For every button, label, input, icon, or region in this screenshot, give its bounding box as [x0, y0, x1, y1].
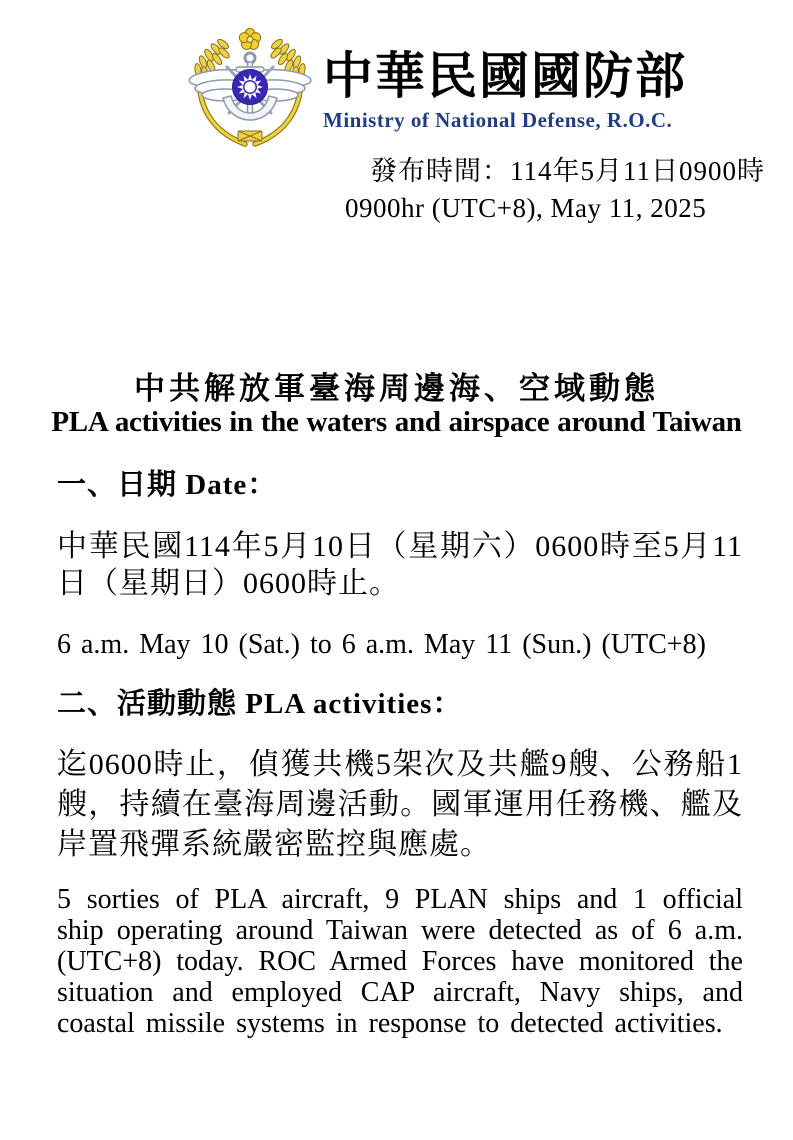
activities-paragraph-english: 5 sorties of PLA aircraft, 9 PLAN ships and 1 official ship operating around Taiwan were detected as of 6 a.m. (UTC+8) today. ROC Armed Forces have monitored the situation and employed CAP aircraft, Navy ships, and coastal missile systems in response to detected activities. — [57, 884, 743, 1039]
date-paragraph-chinese: 中華民國114年5月10日（星期六）0600時至5月11日（星期日）0600時止。 — [57, 530, 743, 600]
section-heading-date: 一、日期 Date： — [57, 469, 278, 501]
document-title-chinese: 中共解放軍臺海周邊海、空域動態 — [134, 371, 659, 406]
activities-paragraph-chinese: 迄0600時止，偵獲共機5架次及共艦9艘、公務船1艘，持續在臺海周邊活動。國軍運用任務機、艦及岸置飛彈系統嚴密監控與應處。 — [57, 748, 743, 861]
release-time-english: 0900hr (UTC+8), May 11, 2025 — [345, 193, 707, 223]
document-title-block — [0, 372, 793, 439]
document-header — [185, 25, 793, 150]
release-time-block — [345, 153, 793, 227]
ministry-title-block — [323, 25, 687, 133]
section-heading-activities: 二、活動動態 PLA activities： — [57, 688, 463, 720]
mnd-emblem-icon — [185, 25, 315, 150]
ministry-title-chinese: 中華民國國防部 — [323, 48, 687, 104]
document-body — [0, 469, 793, 1039]
ministry-title-english: Ministry of National Defense, R.O.C. — [323, 107, 673, 132]
release-time-chinese: 發布時間：114年5月11日0900時 — [370, 156, 765, 186]
date-paragraph-english: 6 a.m. May 10 (Sat.) to 6 a.m. May 11 (Sun.) (UTC+8) — [57, 629, 706, 660]
document-title-english: PLA activities in the waters and airspace around Taiwan — [51, 406, 742, 438]
